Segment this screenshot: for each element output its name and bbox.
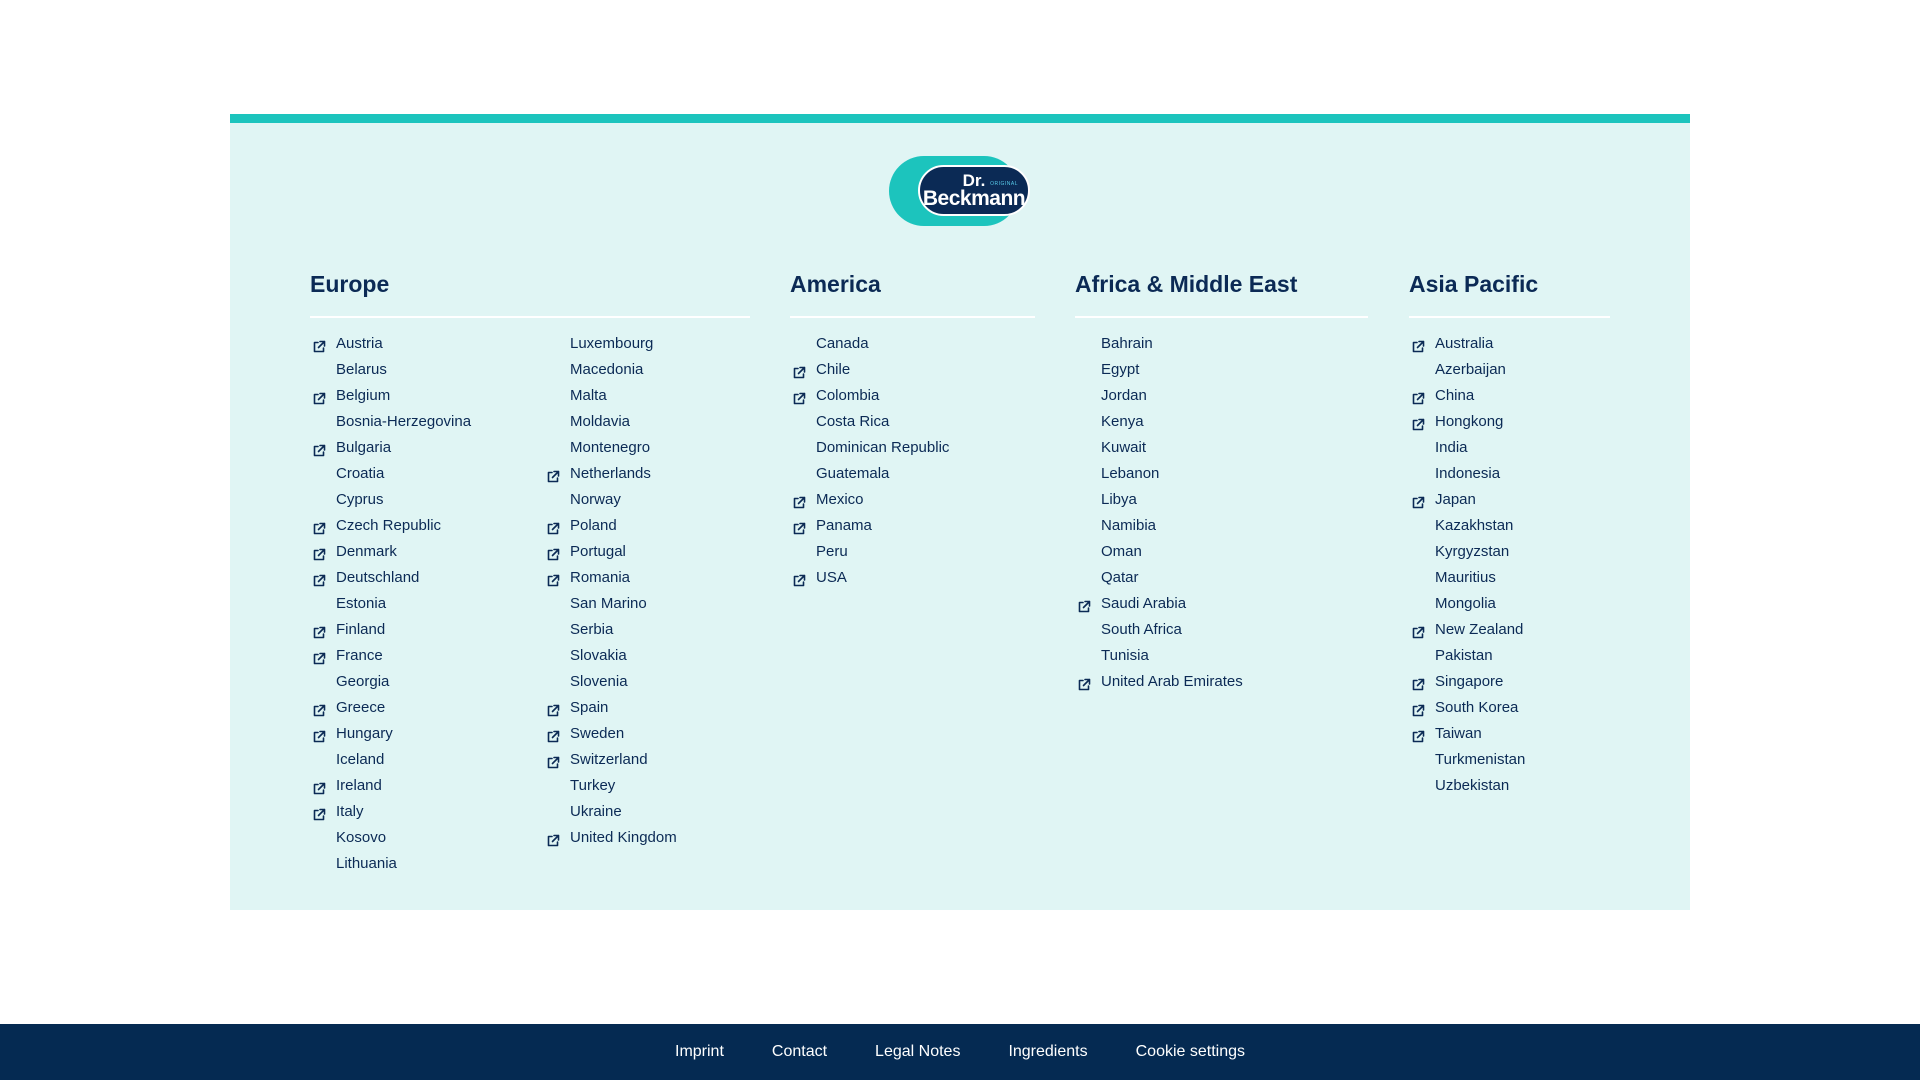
country-link-chile[interactable] [790,357,1035,383]
country-label: Australia [1435,335,1494,352]
country-link-macedonia[interactable] [544,357,750,383]
country-label: Lithuania [336,855,397,872]
external-link-icon [1411,727,1425,741]
country-label: San Marino [570,595,647,612]
logo-original-text: ORIGINAL [990,181,1018,187]
country-label: Italy [336,803,364,820]
external-link-icon [312,649,326,663]
country-link-qatar[interactable] [1075,565,1368,591]
country-link-azerbaijan[interactable] [1409,357,1610,383]
country-link-canada[interactable] [790,331,1035,357]
external-link-icon [312,727,326,741]
country-link-mexico[interactable] [790,487,1035,513]
region-divider [1409,316,1610,318]
country-link-slovenia[interactable] [544,669,750,695]
country-label: Sweden [570,725,625,742]
country-link-tunisia[interactable] [1075,643,1368,669]
country-link-kyrgyzstan[interactable] [1409,539,1610,565]
country-link-saudi-arabia[interactable] [1075,591,1368,617]
country-link-norway[interactable] [544,487,750,513]
country-link-denmark[interactable] [310,539,544,565]
country-label: Georgia [336,673,390,690]
country-label: Oman [1101,543,1142,560]
external-link-icon [546,701,560,715]
region-title: Europe [310,271,390,297]
country-label: Iceland [336,751,385,768]
country-label: Qatar [1101,569,1139,586]
country-label: Norway [570,491,621,508]
country-label: Moldavia [570,413,631,430]
external-link-icon [312,701,326,715]
site-footer [0,1024,1920,1080]
country-label: Hungary [336,725,393,742]
country-label: Czech Republic [336,517,442,534]
country-link-montenegro[interactable] [544,435,750,461]
country-label: Portugal [570,543,626,560]
country-label: Denmark [336,543,397,560]
country-link-hungary[interactable] [310,721,544,747]
country-label: Switzerland [570,751,648,768]
country-link-turkmenistan[interactable] [1409,747,1610,773]
country-label: Bosnia-Herzegovina [336,413,472,430]
country-link-france[interactable] [310,643,544,669]
country-label: Singapore [1435,673,1504,690]
country-link-colombia[interactable] [790,383,1035,409]
external-link-icon [1077,675,1091,689]
country-label: Dominican Republic [816,439,950,456]
country-link-mongolia[interactable] [1409,591,1610,617]
country-link-mauritius[interactable] [1409,565,1610,591]
external-link-icon [546,519,560,533]
country-link-uzbekistan[interactable] [1409,773,1610,799]
country-label: Japan [1435,491,1476,508]
external-link-icon [312,389,326,403]
country-label: Kazakhstan [1435,517,1514,534]
country-link-indonesia[interactable] [1409,461,1610,487]
country-link-italy[interactable] [310,799,544,825]
country-label: Guatemala [816,465,890,482]
region-asia-pacific [1409,269,1610,799]
external-link-icon [312,779,326,793]
brand-logo[interactable] [889,156,1034,228]
region-divider [310,316,750,318]
country-link-kenya[interactable] [1075,409,1368,435]
footer-link-contact[interactable]: Contact [771,1043,828,1060]
country-link-lebanon[interactable] [1075,461,1368,487]
region-title: Africa & Middle East [1075,271,1298,297]
country-label: Belgium [336,387,391,404]
external-link-icon [792,389,806,403]
country-link-deutschland[interactable] [310,565,544,591]
external-link-icon [792,363,806,377]
country-label: Uzbekistan [1435,777,1510,794]
country-link-georgia[interactable] [310,669,544,695]
external-link-icon [792,493,806,507]
footer-link-legal-notes[interactable]: Legal Notes [875,1043,961,1060]
country-label: Taiwan [1435,725,1482,742]
country-label: Croatia [336,465,385,482]
external-link-icon [312,623,326,637]
country-link-portugal[interactable] [544,539,750,565]
country-link-poland[interactable] [544,513,750,539]
country-label: Mauritius [1435,569,1496,586]
country-label: France [336,647,383,664]
country-link-australia[interactable] [1409,331,1610,357]
country-label: South Korea [1435,699,1519,716]
country-label: Egypt [1101,361,1140,378]
country-link-bulgaria[interactable] [310,435,544,461]
country-link-pakistan[interactable] [1409,643,1610,669]
country-link-dominican-republic[interactable] [790,435,1035,461]
footer-link-imprint[interactable]: Imprint [675,1043,724,1060]
external-link-icon [1411,493,1425,507]
country-link-kazakhstan[interactable] [1409,513,1610,539]
country-link-lithuania[interactable] [310,851,544,877]
country-label: Kyrgyzstan [1435,543,1510,560]
country-link-greece[interactable] [310,695,544,721]
country-label: Bahrain [1101,335,1153,352]
country-link-turkey[interactable] [544,773,750,799]
country-label: Chile [816,361,851,378]
country-label: Belarus [336,361,387,378]
country-label: Mongolia [1435,595,1496,612]
country-label: Jordan [1101,387,1147,404]
country-label: Bulgaria [336,439,392,456]
external-link-icon [546,571,560,585]
country-link-netherlands[interactable] [544,461,750,487]
country-label: South Africa [1101,621,1182,638]
country-label: Kosovo [336,829,387,846]
external-link-icon [546,831,560,845]
external-link-icon [546,727,560,741]
country-link-taiwan[interactable] [1409,721,1610,747]
external-link-icon [312,805,326,819]
region-title: America [790,271,881,297]
country-label: Hongkong [1435,413,1504,430]
external-link-icon [1411,337,1425,351]
country-link-jordan[interactable] [1075,383,1368,409]
country-label: Azerbaijan [1435,361,1506,378]
country-label: Estonia [336,595,387,612]
external-link-icon [1411,675,1425,689]
country-link-croatia[interactable] [310,461,544,487]
country-link-japan[interactable] [1409,487,1610,513]
external-link-icon [312,571,326,585]
country-link-iceland[interactable] [310,747,544,773]
country-label: Turkey [570,777,616,794]
country-link-south-korea[interactable] [1409,695,1610,721]
country-link-bosnia-herzegovina[interactable] [310,409,544,435]
external-link-icon [1411,701,1425,715]
country-label: Costa Rica [816,413,890,430]
country-link-belgium[interactable] [310,383,544,409]
country-link-belarus[interactable] [310,357,544,383]
country-label: Peru [816,543,848,560]
country-link-serbia[interactable] [544,617,750,643]
external-link-icon [1411,623,1425,637]
country-list [790,331,1035,591]
external-link-icon [792,571,806,585]
country-list [310,331,544,877]
region-africa-middle-east [1075,269,1368,695]
country-list [1409,331,1610,799]
country-label: Canada [816,335,869,352]
logo-badge [918,165,1030,216]
country-label: Libya [1101,491,1137,508]
country-link-austria[interactable] [310,331,544,357]
country-link-oman[interactable] [1075,539,1368,565]
external-link-icon [546,545,560,559]
country-label: India [1435,439,1468,456]
country-label: Macedonia [570,361,644,378]
country-link-estonia[interactable] [310,591,544,617]
country-label: Namibia [1101,517,1157,534]
country-link-usa[interactable] [790,565,1035,591]
country-link-namibia[interactable] [1075,513,1368,539]
country-link-finland[interactable] [310,617,544,643]
country-label: Greece [336,699,386,716]
country-label: Finland [336,621,386,638]
country-label: Malta [570,387,607,404]
country-link-singapore[interactable] [1409,669,1610,695]
country-label: Montenegro [570,439,651,456]
country-link-spain[interactable] [544,695,750,721]
country-label: USA [816,569,847,586]
country-link-czech-republic[interactable] [310,513,544,539]
country-link-united-kingdom[interactable] [544,825,750,851]
country-link-panama[interactable] [790,513,1035,539]
country-link-egypt[interactable] [1075,357,1368,383]
country-link-slovakia[interactable] [544,643,750,669]
country-link-india[interactable] [1409,435,1610,461]
country-label: Kuwait [1101,439,1147,456]
country-link-guatemala[interactable] [790,461,1035,487]
region-europe [310,269,750,877]
country-label: Poland [570,517,617,534]
country-selector-panel [230,114,1690,910]
country-label: Saudi Arabia [1101,595,1187,612]
country-link-united-arab-emirates[interactable] [1075,669,1368,695]
external-link-icon [792,519,806,533]
country-link-ukraine[interactable] [544,799,750,825]
country-link-malta[interactable] [544,383,750,409]
country-link-new-zealand[interactable] [1409,617,1610,643]
country-label: Colombia [816,387,880,404]
country-label: Deutschland [336,569,420,586]
country-label: Romania [570,569,631,586]
country-link-cyprus[interactable] [310,487,544,513]
country-link-china[interactable] [1409,383,1610,409]
region-divider [1075,316,1368,318]
country-link-costa-rica[interactable] [790,409,1035,435]
country-link-peru[interactable] [790,539,1035,565]
country-link-bahrain[interactable] [1075,331,1368,357]
country-label: Slovakia [570,647,627,664]
country-label: Slovenia [570,673,628,690]
country-link-kuwait[interactable] [1075,435,1368,461]
external-link-icon [1077,597,1091,611]
country-link-south-africa[interactable] [1075,617,1368,643]
country-label: Ukraine [570,803,622,820]
country-list [544,331,750,877]
logo-dr-text: Dr. [962,171,986,190]
external-link-icon [546,753,560,767]
country-link-san-marino[interactable] [544,591,750,617]
external-link-icon [312,519,326,533]
country-list [1075,331,1368,695]
logo-brand-text: Beckmann [922,187,1026,210]
country-label: Netherlands [570,465,651,482]
country-label: Pakistan [1435,647,1493,664]
region-divider [790,316,1035,318]
footer-link-ingredients[interactable]: Ingredients [1008,1043,1088,1060]
country-label: Panama [816,517,872,534]
region-title: Asia Pacific [1409,271,1539,297]
country-label: United Arab Emirates [1101,673,1243,690]
country-link-sweden[interactable] [544,721,750,747]
country-label: Tunisia [1101,647,1149,664]
country-link-luxembourg[interactable] [544,331,750,357]
country-link-ireland[interactable] [310,773,544,799]
country-label: Serbia [570,621,614,638]
country-label: Luxembourg [570,335,654,352]
external-link-icon [312,337,326,351]
country-label: Spain [570,699,609,716]
country-label: China [1435,387,1475,404]
external-link-icon [546,467,560,481]
country-link-romania[interactable] [544,565,750,591]
country-link-kosovo[interactable] [310,825,544,851]
country-label: United Kingdom [570,829,677,846]
country-label: Lebanon [1101,465,1160,482]
external-link-icon [312,441,326,455]
external-link-icon [1411,415,1425,429]
external-link-icon [312,545,326,559]
footer-link-cookie-settings[interactable]: Cookie settings [1135,1043,1245,1060]
region-america [790,269,1035,591]
country-label: New Zealand [1435,621,1524,638]
external-link-icon [1411,389,1425,403]
country-label: Kenya [1101,413,1144,430]
country-label: Cyprus [336,491,384,508]
country-label: Mexico [816,491,864,508]
country-label: Ireland [336,777,382,794]
country-label: Austria [336,335,383,352]
country-link-moldavia[interactable] [544,409,750,435]
country-link-hongkong[interactable] [1409,409,1610,435]
country-label: Indonesia [1435,465,1501,482]
country-label: Turkmenistan [1435,751,1526,768]
country-link-switzerland[interactable] [544,747,750,773]
country-link-libya[interactable] [1075,487,1368,513]
